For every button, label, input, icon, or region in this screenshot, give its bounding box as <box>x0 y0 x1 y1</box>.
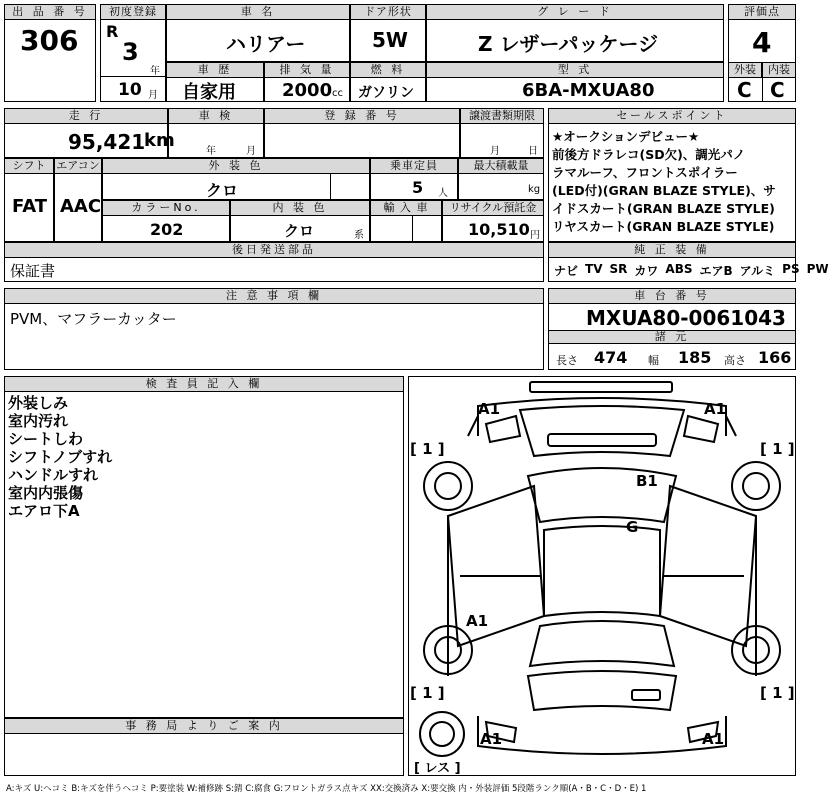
recycle-fee: 10,510 <box>468 220 530 239</box>
mileage: 95,421 <box>68 130 146 154</box>
width-label: 幅 <box>648 354 659 367</box>
first-reg-label: 初度登録 <box>100 4 166 20</box>
sales-point-line: 前後方ドラレコ(SD欠)、調光パノ <box>552 147 746 162</box>
sales-points-label: セールスポイント <box>548 108 796 124</box>
ac-label: エアコン <box>54 158 102 174</box>
mark-a1-rear-right: A1 <box>702 730 725 748</box>
specs-label: 諸 元 <box>548 330 796 344</box>
car-diagram <box>408 376 796 776</box>
history-label: 車 歴 <box>166 62 264 78</box>
sales-point-line: ラマルーフ、フロントスポイラー <box>552 165 738 180</box>
height-label: 高さ <box>724 354 746 367</box>
color-no: 202 <box>150 220 184 239</box>
score-label: 評価点 <box>728 4 796 20</box>
load-label: 最大積載量 <box>458 158 544 174</box>
displacement-unit: cc <box>332 88 343 99</box>
interior-grade: C <box>770 78 785 102</box>
displacement-label: 排 気 量 <box>264 62 350 78</box>
equipment-item: TV <box>585 262 603 276</box>
capacity: 5 <box>412 178 424 197</box>
equipment-item: PW <box>806 262 829 276</box>
inspector-line: 室内汚れ <box>8 412 69 430</box>
inspector-line: 外装しみ <box>8 394 69 412</box>
shift-label: シフト <box>4 158 54 174</box>
lot-number-label: 出 品 番 号 <box>4 4 96 20</box>
fuel-label: 燃 料 <box>350 62 426 78</box>
int-color-unit: 系 <box>354 230 364 241</box>
tire-rear-right: [ 1 ] <box>760 684 795 702</box>
equipment-item: PS <box>782 262 800 276</box>
import-label: 輸 入 車 <box>370 200 442 216</box>
chassis-label: 車 台 番 号 <box>548 288 796 304</box>
recycle-unit: 円 <box>530 230 540 241</box>
inspector-line: ハンドルすれ <box>8 466 99 484</box>
door-type: 5W <box>372 28 408 52</box>
exterior-label: 外装 <box>728 62 762 78</box>
reg-no-label: 登 録 番 号 <box>264 108 460 124</box>
first-reg-month: 10 <box>118 80 142 100</box>
inspector-line: シートしわ <box>8 430 84 448</box>
chassis-number: MXUA80-0061043 <box>586 306 786 330</box>
notes-label: 注 意 事 項 欄 <box>4 288 544 304</box>
mark-a1-rear-left: A1 <box>480 730 503 748</box>
transfer-month-unit: 月 <box>490 146 500 157</box>
inspection-label: 車 検 <box>168 108 264 124</box>
model: 6BA-MXUA80 <box>522 80 655 101</box>
inspection-month-unit: 月 <box>246 146 256 157</box>
equipment-label: 純 正 装 備 <box>548 242 796 258</box>
int-color-label: 内 装 色 <box>230 200 370 216</box>
width: 185 <box>678 348 712 367</box>
equipment-item: アルミ <box>739 264 776 278</box>
inspector-line: エアロ下A <box>8 502 80 520</box>
notes-value: PVM、マフラーカッター <box>10 310 177 328</box>
ext-color-label: 外 装 色 <box>102 158 370 174</box>
sales-point-line: ★オークションデビュー★ <box>552 129 700 144</box>
sales-points-lines <box>552 128 796 236</box>
later-parts-value: 保証書 <box>10 262 56 280</box>
later-parts-label: 後日発送部品 <box>4 242 544 258</box>
capacity-label: 乗車定員 <box>370 158 458 174</box>
ext-color: クロ <box>206 181 239 200</box>
int-color: クロ <box>284 222 315 240</box>
mark-a1-front-left: A1 <box>478 400 501 418</box>
year-unit: 年 <box>150 66 160 77</box>
load-unit: kg <box>528 184 541 195</box>
displacement: 2000 <box>282 80 333 101</box>
ac: AAC <box>60 196 102 217</box>
inspector-line: シフトノブすれ <box>8 448 113 466</box>
car-name: ハリアー <box>226 32 306 56</box>
inspection-year-unit: 年 <box>206 146 216 157</box>
equipment-item: カワ <box>634 264 659 278</box>
history: 自家用 <box>182 82 236 103</box>
grade: Z レザーパッケージ <box>478 32 659 56</box>
lot-number: 306 <box>20 24 79 57</box>
height: 166 <box>758 348 792 367</box>
month-unit: 月 <box>148 90 158 101</box>
era: R <box>106 22 119 41</box>
door-label: ドア形状 <box>350 4 426 20</box>
mark-a1-front-right: A1 <box>704 400 727 418</box>
exterior-grade: C <box>737 78 752 102</box>
length-label: 長さ <box>556 354 578 367</box>
office-label: 事 務 局 よ り ご 案 内 <box>4 718 404 734</box>
first-reg-year: 3 <box>122 38 139 66</box>
transfer-day-unit: 日 <box>528 146 538 157</box>
color-no-label: カラーNo. <box>102 200 230 216</box>
inspector-notes <box>8 394 112 520</box>
equipment-item: ABS <box>665 262 693 276</box>
sales-point-line: (LED付)(GRAN BLAZE STYLE)、サ <box>552 183 776 198</box>
inspector-line: 室内内張傷 <box>8 484 84 502</box>
sales-point-line: リヤスカート(GRAN BLAZE STYLE) <box>552 219 775 234</box>
length: 474 <box>594 348 628 367</box>
tire-spare: [ レス ] <box>414 761 461 776</box>
equipment-item: ナビ <box>554 264 579 278</box>
equipment-item: SR <box>609 262 628 276</box>
tire-front-left: [ 1 ] <box>410 440 445 458</box>
tire-rear-left: [ 1 ] <box>410 684 445 702</box>
tire-front-right: [ 1 ] <box>760 440 795 458</box>
transfer-label: 譲渡書類期限 <box>460 108 544 124</box>
fuel: ガソリン <box>358 85 414 101</box>
model-label: 型 式 <box>426 62 724 78</box>
mileage-label: 走 行 <box>4 108 168 124</box>
grade-label: グ レ ー ド <box>426 4 724 20</box>
equipment-list <box>554 262 829 279</box>
equipment-item: エアB <box>699 264 733 278</box>
shift: FAT <box>12 196 48 217</box>
mark-b1: B1 <box>636 472 658 490</box>
recycle-label: リサイクル預託金 <box>442 200 544 216</box>
interior-label: 内装 <box>762 62 796 78</box>
capacity-unit: 人 <box>438 188 448 199</box>
mark-g: G <box>626 518 639 536</box>
mileage-unit: km <box>144 130 175 151</box>
sales-point-line: イドスカート(GRAN BLAZE STYLE) <box>552 201 775 216</box>
inspector-label: 検 査 員 記 入 欄 <box>4 376 404 392</box>
legend: A:キズ U:ヘコミ B:キズを伴うヘコミ P:要塗装 W:補修跡 S:錆 C:腐食 G:フロントガラス点キズ XX:交換済み X:要交換 内・外装評価 5段階ランク順(A・B・C・D・E) 1 <box>6 784 647 794</box>
car-name-label: 車 名 <box>166 4 350 20</box>
score: 4 <box>752 26 772 59</box>
mark-a1-mid-left: A1 <box>466 612 489 630</box>
